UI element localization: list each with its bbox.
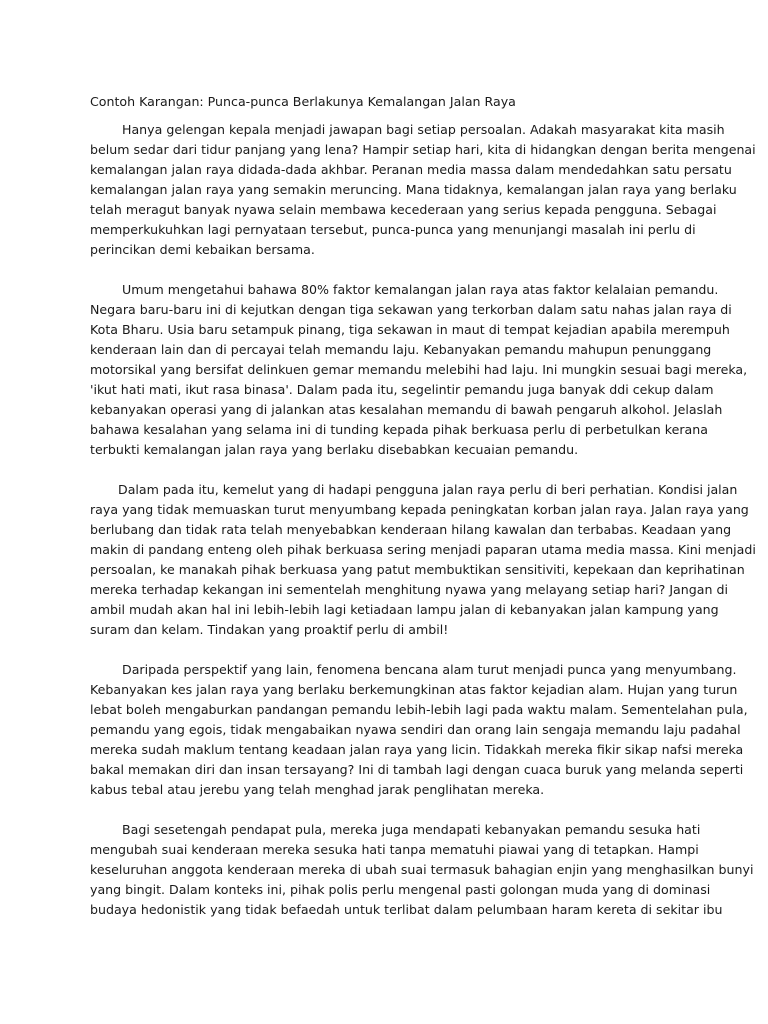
paragraph-line: terbukti kemalangan jalan raya yang berlaku disebabkan kecuaian pemandu.: [90, 442, 579, 457]
paragraph-line: Bagi sesetengah pendapat pula, mereka juga mendapati kebanyakan pemandu sesuka hati: [122, 822, 701, 837]
paragraph-line: mereka terhadap kekangan ini sementelah menghitung nyawa yang melayang setiap hari? Jangan di: [90, 582, 728, 597]
paragraph-line: kemalangan jalan raya yang semakin meruncing. Mana tidaknya, kemalangan jalan raya yang berlaku: [90, 182, 737, 197]
paragraph-line: mereka sudah maklum tentang keadaan jalan raya yang licin. Tidakkah mereka fikir sikap nafsi mereka: [90, 742, 744, 757]
paragraph-line: persoalan, ke manakah pihak berkuasa yang patut membuktikan sensitiviti, kepekaan dan keprihatinan: [90, 562, 745, 577]
paragraph-3: [90, 480, 756, 640]
paragraph-line: Daripada perspektif yang lain, fenomena bencana alam turut menjadi punca yang menyumbang.: [122, 662, 737, 677]
paragraph-line: bahawa kesalahan yang selama ini di tunding kepada pihak berkuasa perlu di perbetulkan kerana: [90, 422, 708, 437]
paragraph-line: raya yang tidak memuaskan turut menyumbang kepada peningkatan korban jalan raya. Jalan raya yang: [90, 502, 749, 517]
paragraph-line: yang bingit. Dalam konteks ini, pihak polis perlu mengenal pasti golongan muda yang di dominasi: [90, 882, 711, 897]
paragraph-line: berlubang dan tidak rata telah menyebabkan kenderaan hilang kawalan dan terbabas. Keadaan yang: [90, 522, 732, 537]
document-title: Contoh Karangan: Punca-punca Berlakunya Kemalangan Jalan Raya: [90, 94, 516, 109]
paragraph-line: perincikan demi kebaikan bersama.: [90, 242, 315, 257]
paragraph-line: makin di pandang enteng oleh pihak berkuasa sering menjadi paparan utama media massa. Kini menjadi: [90, 542, 756, 557]
paragraph-line: ambil mudah akan hal ini lebih-lebih lagi ketiadaan lampu jalan di kebanyakan jalan kampung yang: [90, 602, 719, 617]
paragraph-line: telah meragut banyak nyawa selain membawa kecederaan yang serius kepada pengguna. Sebagai: [90, 202, 717, 217]
paragraph-line: kabus tebal atau jerebu yang telah menghad jarak penglihatan mereka.: [90, 782, 545, 797]
paragraph-line: kebanyakan operasi yang di jalankan atas kesalahan memandu di bawah pengaruh alkohol. Jelaslah: [90, 402, 723, 417]
paragraph-4: [90, 660, 748, 800]
paragraph-line: memperkukuhkan lagi pernyataan tersebut, punca-punca yang menunjangi masalah ini perlu di: [90, 222, 696, 237]
paragraph-line: pemandu yang egois, tidak mengabaikan nyawa sendiri dan orang lain sengaja memandu laju padahal: [90, 722, 741, 737]
paragraph-line: 'ikut hati mati, ikut rasa binasa'. Dalam pada itu, segelintir pemandu juga banyak ddi cekup dalam: [90, 382, 714, 397]
paragraph-line: bakal memakan diri dan insan tersayang? Ini di tambah lagi dengan cuaca buruk yang melanda seperti: [90, 762, 744, 777]
paragraph-line: kemalangan jalan raya didada-dada akhbar. Peranan media massa dalam mendedahkan satu persatu: [90, 162, 732, 177]
paragraph-line: motorsikal yang bersifat delinkuen gemar memandu melebihi had laju. Ini mungkin sesuai bagi mereka,: [90, 362, 748, 377]
paragraph-5: [90, 820, 754, 920]
paragraph-line: Negara baru-baru ini di kejutkan dengan tiga sekawan yang terkorban dalam satu nahas jalan raya di: [90, 302, 732, 317]
paragraph-line: Dalam pada itu, kemelut yang di hadapi pengguna jalan raya perlu di beri perhatian. Kondisi jalan: [118, 482, 738, 497]
paragraph-line: mengubah suai kenderaan mereka sesuka hati tanpa mematuhi piawai yang di tetapkan. Hampi: [90, 842, 699, 857]
paragraph-line: Hanya gelengan kepala menjadi jawapan bagi setiap persoalan. Adakah masyarakat kita masih: [122, 122, 725, 137]
paragraph-line: keseluruhan anggota kenderaan mereka di ubah suai termasuk bahagian enjin yang menghasilkan bunyi: [90, 862, 754, 877]
paragraph-line: budaya hedonistik yang tidak befaedah untuk terlibat dalam pelumbaan haram kereta di sekitar ibu: [90, 902, 723, 917]
paragraph-line: Umum mengetahui bahawa 80% faktor kemalangan jalan raya atas faktor kelalaian pemandu.: [122, 282, 719, 297]
paragraph-2: [90, 280, 748, 460]
paragraph-line: lebat boleh mengaburkan pandangan pemandu lebih-lebih lagi pada waktu malam. Sementelahan pula,: [90, 702, 748, 717]
document-body: [90, 92, 756, 940]
paragraph-line: belum sedar dari tidur panjang yang lena? Hampir setiap hari, kita di hidangkan dengan berita mengenai: [90, 142, 756, 157]
paragraph-line: kenderaan lain dan di percayai telah memandu laju. Kebanyakan pemandu mahupun penunggang: [90, 342, 712, 357]
paragraph-1: [90, 120, 756, 260]
paragraph-line: Kebanyakan kes jalan raya yang berlaku berkemungkinan atas faktor kejadian alam. Hujan yang turun: [90, 682, 738, 697]
paragraph-line: Kota Bharu. Usia baru setampuk pinang, tiga sekawan in maut di tempat kejadian apabila merempuh: [90, 322, 730, 337]
paragraph-line: suram dan kelam. Tindakan yang proaktif perlu di ambil!: [90, 622, 449, 637]
